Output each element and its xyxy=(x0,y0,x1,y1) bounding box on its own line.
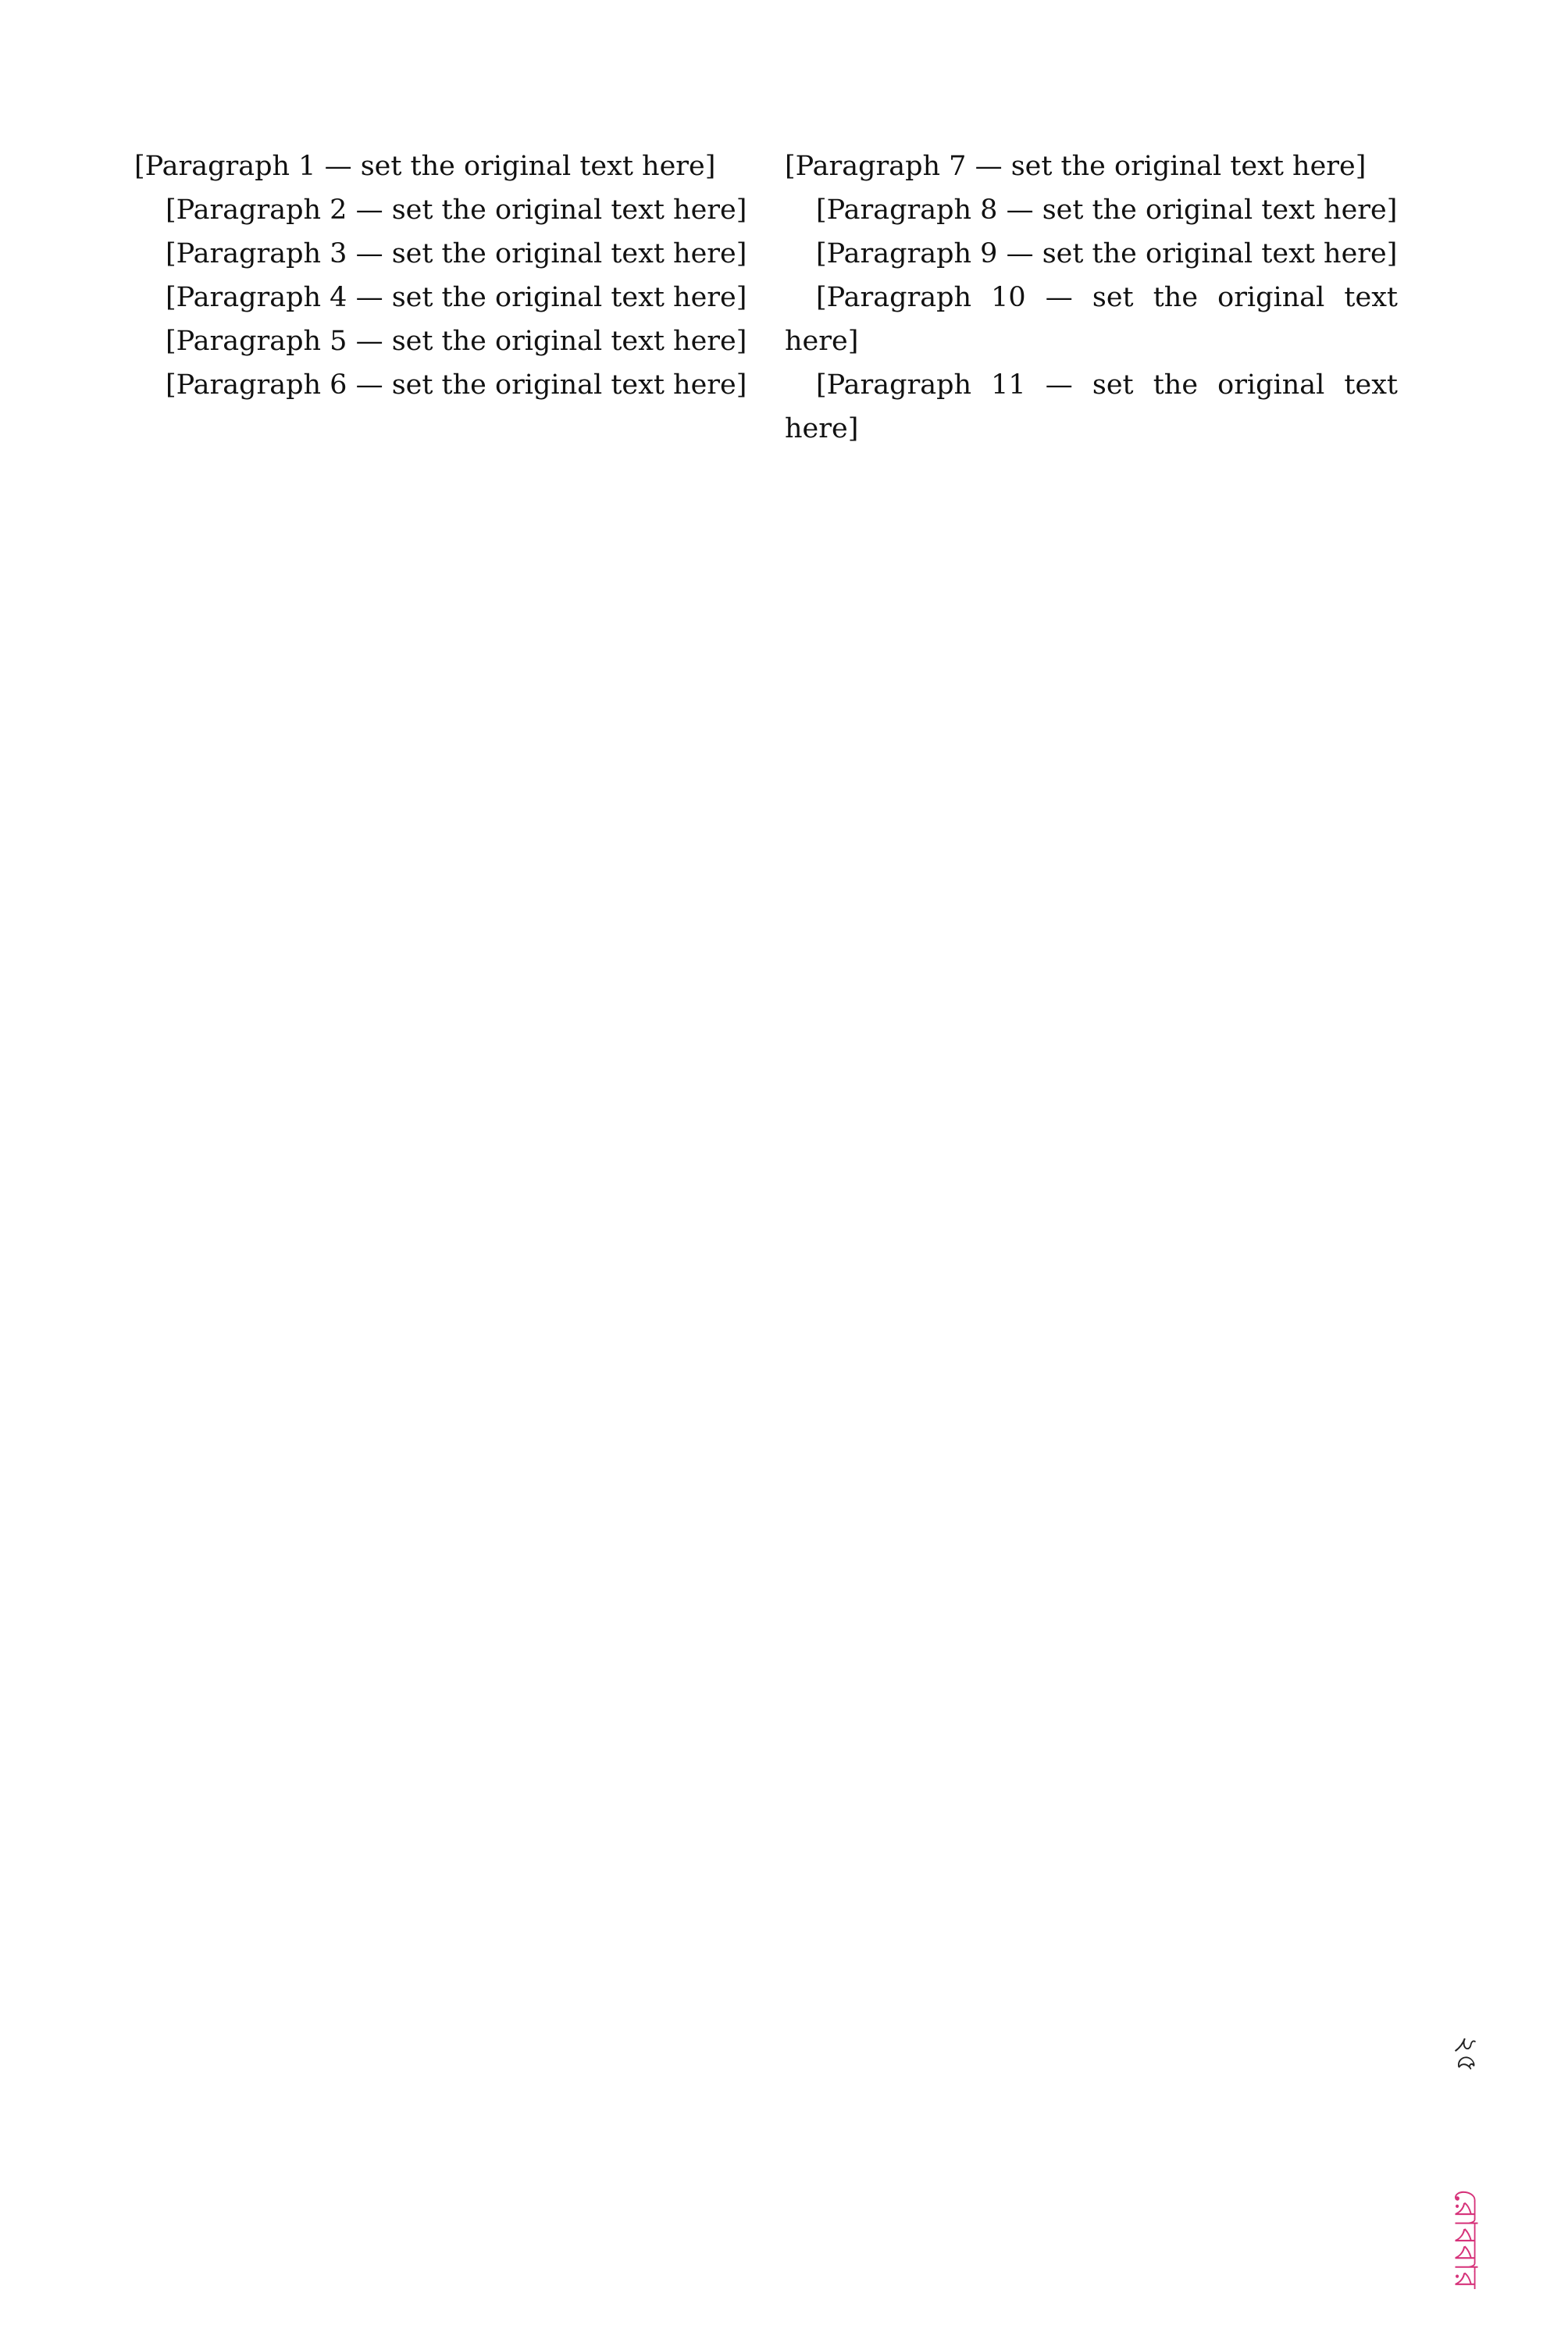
paragraph: [Paragraph 11 — set the original text here] xyxy=(785,369,1398,444)
paragraph: [Paragraph 3 — set the original text here] xyxy=(166,238,747,269)
magazine-name: রোববার xyxy=(1447,2188,1484,2289)
paragraph: [Paragraph 4 — set the original text here] xyxy=(166,282,747,313)
paragraph: [Paragraph 5 — set the original text here] xyxy=(166,326,747,357)
paragraph: [Paragraph 9 — set the original text here] xyxy=(816,238,1398,269)
page-number: ২৫ xyxy=(1450,2035,1482,2073)
article-column-right xyxy=(785,144,1398,2253)
paragraph: [Paragraph 8 — set the original text here] xyxy=(816,194,1398,226)
paragraph: [Paragraph 10 — set the original text here] xyxy=(785,282,1398,357)
paragraph: [Paragraph 7 — set the original text here] xyxy=(785,151,1367,182)
paragraph: [Paragraph 2 — set the original text here] xyxy=(166,194,747,226)
paragraph: [Paragraph 1 — set the original text here] xyxy=(134,151,716,182)
page-footer xyxy=(1437,2031,1491,2289)
paragraph: [Paragraph 6 — set the original text here] xyxy=(166,369,747,401)
article-column-left xyxy=(134,144,747,2253)
